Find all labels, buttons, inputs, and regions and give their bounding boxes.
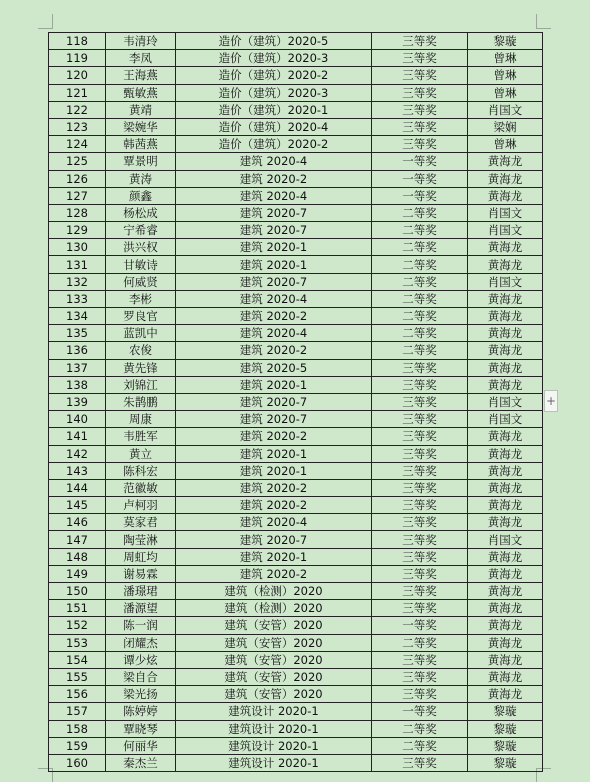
- instructor-cell: 黄海龙: [468, 187, 543, 204]
- class-cell: 建筑设计 2020-1: [176, 737, 372, 754]
- instructor-cell: 肖国文: [468, 101, 543, 118]
- class-cell: 建筑 2020-7: [176, 222, 372, 239]
- table-row: [49, 531, 543, 548]
- student-name-cell: 覃晓琴: [106, 720, 176, 737]
- award-level-cell: 三等奖: [372, 548, 468, 565]
- table-row: [49, 170, 543, 187]
- award-level-cell: 一等奖: [372, 187, 468, 204]
- award-level-cell: 三等奖: [372, 600, 468, 617]
- row-number-cell: 131: [49, 256, 106, 273]
- award-level-cell: 三等奖: [372, 497, 468, 514]
- table-row: [49, 617, 543, 634]
- class-cell: 建筑 2020-1: [176, 445, 372, 462]
- instructor-cell: 曾琳: [468, 84, 543, 101]
- row-number-cell: 154: [49, 651, 106, 668]
- instructor-cell: 黄海龙: [468, 617, 543, 634]
- award-level-cell: 三等奖: [372, 583, 468, 600]
- page-corner-mark: [38, 14, 53, 29]
- student-name-cell: 韩茜燕: [106, 136, 176, 153]
- award-level-cell: 三等奖: [372, 754, 468, 771]
- student-name-cell: 蓝凯中: [106, 325, 176, 342]
- student-name-cell: 韦胜军: [106, 428, 176, 445]
- table-row: [49, 668, 543, 685]
- table-row: [49, 273, 543, 290]
- award-level-cell: 三等奖: [372, 428, 468, 445]
- table-row: [49, 497, 543, 514]
- instructor-cell: 黄海龙: [468, 583, 543, 600]
- student-name-cell: 洪兴权: [106, 239, 176, 256]
- class-cell: 造价（建筑）2020-1: [176, 101, 372, 118]
- table-row: [49, 308, 543, 325]
- award-level-cell: 三等奖: [372, 531, 468, 548]
- student-name-cell: 韦清玲: [106, 33, 176, 50]
- award-level-cell: 二等奖: [372, 290, 468, 307]
- instructor-cell: 肖国文: [468, 222, 543, 239]
- add-row-button[interactable]: [544, 390, 558, 412]
- table-row: [49, 118, 543, 135]
- row-number-cell: 141: [49, 428, 106, 445]
- student-name-cell: 颜鑫: [106, 187, 176, 204]
- award-level-cell: 三等奖: [372, 686, 468, 703]
- table-row: [49, 634, 543, 651]
- instructor-cell: 黎璇: [468, 737, 543, 754]
- row-number-cell: 158: [49, 720, 106, 737]
- award-level-cell: 三等奖: [372, 376, 468, 393]
- class-cell: 建筑 2020-7: [176, 204, 372, 221]
- class-cell: 建筑 2020-1: [176, 376, 372, 393]
- table-row: [49, 187, 543, 204]
- table-row: [49, 548, 543, 565]
- row-number-cell: 157: [49, 703, 106, 720]
- row-number-cell: 136: [49, 342, 106, 359]
- class-cell: 建筑（安管）2020: [176, 686, 372, 703]
- student-name-cell: 莫家君: [106, 514, 176, 531]
- page-corner-mark: [536, 14, 551, 29]
- class-cell: 建筑 2020-2: [176, 308, 372, 325]
- student-name-cell: 闭耀杰: [106, 634, 176, 651]
- instructor-cell: 肖国文: [468, 204, 543, 221]
- class-cell: 建筑（安管）2020: [176, 651, 372, 668]
- table-row: [49, 376, 543, 393]
- row-number-cell: 152: [49, 617, 106, 634]
- row-number-cell: 159: [49, 737, 106, 754]
- instructor-cell: 黄海龙: [468, 668, 543, 685]
- student-name-cell: 黄先锋: [106, 359, 176, 376]
- row-number-cell: 143: [49, 462, 106, 479]
- table-row: [49, 153, 543, 170]
- row-number-cell: 148: [49, 548, 106, 565]
- table-row: [49, 583, 543, 600]
- class-cell: 建筑 2020-7: [176, 273, 372, 290]
- student-name-cell: 潘源望: [106, 600, 176, 617]
- table-row: [49, 411, 543, 428]
- class-cell: 建筑 2020-5: [176, 359, 372, 376]
- instructor-cell: 黎璇: [468, 33, 543, 50]
- award-level-cell: 三等奖: [372, 136, 468, 153]
- class-cell: 造价（建筑）2020-2: [176, 67, 372, 84]
- instructor-cell: 曾琳: [468, 50, 543, 67]
- award-level-cell: 三等奖: [372, 411, 468, 428]
- plus-icon: +: [545, 394, 557, 408]
- table-row: [49, 479, 543, 496]
- row-number-cell: 130: [49, 239, 106, 256]
- instructor-cell: 黄海龙: [468, 256, 543, 273]
- award-level-cell: 三等奖: [372, 33, 468, 50]
- student-name-cell: 何丽华: [106, 737, 176, 754]
- award-level-cell: 二等奖: [372, 325, 468, 342]
- student-name-cell: 梁自合: [106, 668, 176, 685]
- class-cell: 建筑设计 2020-1: [176, 720, 372, 737]
- row-number-cell: 118: [49, 33, 106, 50]
- student-name-cell: 陶莹淋: [106, 531, 176, 548]
- row-number-cell: 151: [49, 600, 106, 617]
- instructor-cell: 肖国文: [468, 393, 543, 410]
- award-level-cell: 二等奖: [372, 737, 468, 754]
- table-row: [49, 428, 543, 445]
- class-cell: 造价（建筑）2020-3: [176, 50, 372, 67]
- student-name-cell: 卢柯羽: [106, 497, 176, 514]
- class-cell: 建筑（检测）2020: [176, 600, 372, 617]
- award-level-cell: 三等奖: [372, 479, 468, 496]
- row-number-cell: 160: [49, 754, 106, 771]
- award-level-cell: 一等奖: [372, 153, 468, 170]
- table-row: [49, 136, 543, 153]
- instructor-cell: 黄海龙: [468, 359, 543, 376]
- award-level-cell: 二等奖: [372, 308, 468, 325]
- award-level-cell: 三等奖: [372, 445, 468, 462]
- class-cell: 建筑设计 2020-1: [176, 703, 372, 720]
- table-row: [49, 393, 543, 410]
- row-number-cell: 135: [49, 325, 106, 342]
- row-number-cell: 121: [49, 84, 106, 101]
- award-level-cell: 三等奖: [372, 393, 468, 410]
- award-level-cell: 三等奖: [372, 50, 468, 67]
- instructor-cell: 黄海龙: [468, 634, 543, 651]
- award-level-cell: 二等奖: [372, 256, 468, 273]
- award-level-cell: 三等奖: [372, 514, 468, 531]
- award-level-cell: 三等奖: [372, 565, 468, 582]
- instructor-cell: 曾琳: [468, 67, 543, 84]
- student-name-cell: 黄立: [106, 445, 176, 462]
- instructor-cell: 黄海龙: [468, 686, 543, 703]
- table-row: [49, 600, 543, 617]
- student-name-cell: 陈婷婷: [106, 703, 176, 720]
- row-number-cell: 155: [49, 668, 106, 685]
- instructor-cell: 黄海龙: [468, 479, 543, 496]
- class-cell: 建筑（安管）2020: [176, 617, 372, 634]
- class-cell: 造价（建筑）2020-2: [176, 136, 372, 153]
- table-body: [49, 33, 543, 772]
- table-row: [49, 737, 543, 754]
- instructor-cell: 肖国文: [468, 531, 543, 548]
- row-number-cell: 137: [49, 359, 106, 376]
- class-cell: 建筑 2020-1: [176, 256, 372, 273]
- row-number-cell: 149: [49, 565, 106, 582]
- class-cell: 建筑 2020-4: [176, 153, 372, 170]
- class-cell: 建筑 2020-7: [176, 531, 372, 548]
- student-name-cell: 梁光扬: [106, 686, 176, 703]
- class-cell: 建筑 2020-2: [176, 428, 372, 445]
- row-number-cell: 146: [49, 514, 106, 531]
- table-row: [49, 204, 543, 221]
- student-name-cell: 甄敏燕: [106, 84, 176, 101]
- student-name-cell: 朱鹊鹏: [106, 393, 176, 410]
- row-number-cell: 134: [49, 308, 106, 325]
- award-level-cell: 三等奖: [372, 101, 468, 118]
- award-level-cell: 三等奖: [372, 668, 468, 685]
- class-cell: 建筑（检测）2020: [176, 583, 372, 600]
- table-row: [49, 445, 543, 462]
- class-cell: 建筑 2020-2: [176, 342, 372, 359]
- table-row: [49, 342, 543, 359]
- award-level-cell: 三等奖: [372, 67, 468, 84]
- award-level-cell: 二等奖: [372, 273, 468, 290]
- class-cell: 造价（建筑）2020-4: [176, 118, 372, 135]
- row-number-cell: 144: [49, 479, 106, 496]
- class-cell: 建筑 2020-2: [176, 497, 372, 514]
- instructor-cell: 曾琳: [468, 136, 543, 153]
- table-row: [49, 101, 543, 118]
- row-number-cell: 140: [49, 411, 106, 428]
- student-name-cell: 何威贤: [106, 273, 176, 290]
- instructor-cell: 黄海龙: [468, 308, 543, 325]
- row-number-cell: 120: [49, 67, 106, 84]
- class-cell: 造价（建筑）2020-5: [176, 33, 372, 50]
- student-name-cell: 王海燕: [106, 67, 176, 84]
- table-row: [49, 33, 543, 50]
- class-cell: 建筑 2020-4: [176, 325, 372, 342]
- award-level-cell: 一等奖: [372, 170, 468, 187]
- table-row: [49, 84, 543, 101]
- student-name-cell: 范徽敏: [106, 479, 176, 496]
- instructor-cell: 黄海龙: [468, 445, 543, 462]
- class-cell: 建筑（安管）2020: [176, 668, 372, 685]
- row-number-cell: 153: [49, 634, 106, 651]
- row-number-cell: 132: [49, 273, 106, 290]
- instructor-cell: 黄海龙: [468, 290, 543, 307]
- instructor-cell: 黄海龙: [468, 514, 543, 531]
- row-number-cell: 119: [49, 50, 106, 67]
- student-name-cell: 甘敏诗: [106, 256, 176, 273]
- instructor-cell: 黄海龙: [468, 342, 543, 359]
- instructor-cell: 黄海龙: [468, 548, 543, 565]
- award-level-cell: 三等奖: [372, 118, 468, 135]
- instructor-cell: 梁娴: [468, 118, 543, 135]
- student-name-cell: 农俊: [106, 342, 176, 359]
- row-number-cell: 122: [49, 101, 106, 118]
- class-cell: 建筑设计 2020-1: [176, 754, 372, 771]
- student-name-cell: 陈一润: [106, 617, 176, 634]
- row-number-cell: 156: [49, 686, 106, 703]
- student-name-cell: 秦杰兰: [106, 754, 176, 771]
- row-number-cell: 128: [49, 204, 106, 221]
- instructor-cell: 黄海龙: [468, 325, 543, 342]
- award-list-table: [48, 32, 543, 772]
- class-cell: 造价（建筑）2020-3: [176, 84, 372, 101]
- student-name-cell: 谭少炫: [106, 651, 176, 668]
- row-number-cell: 124: [49, 136, 106, 153]
- table-row: [49, 703, 543, 720]
- class-cell: 建筑 2020-2: [176, 565, 372, 582]
- award-level-cell: 二等奖: [372, 720, 468, 737]
- class-cell: 建筑 2020-4: [176, 514, 372, 531]
- instructor-cell: 黄海龙: [468, 497, 543, 514]
- student-name-cell: 谢易霖: [106, 565, 176, 582]
- instructor-cell: 黎璇: [468, 703, 543, 720]
- row-number-cell: 125: [49, 153, 106, 170]
- instructor-cell: 黄海龙: [468, 239, 543, 256]
- award-level-cell: 二等奖: [372, 634, 468, 651]
- award-level-cell: 三等奖: [372, 651, 468, 668]
- row-number-cell: 142: [49, 445, 106, 462]
- instructor-cell: 黎璇: [468, 720, 543, 737]
- row-number-cell: 123: [49, 118, 106, 135]
- instructor-cell: 黄海龙: [468, 170, 543, 187]
- student-name-cell: 陈科宏: [106, 462, 176, 479]
- student-name-cell: 潘璟珺: [106, 583, 176, 600]
- award-level-cell: 三等奖: [372, 462, 468, 479]
- class-cell: 建筑 2020-4: [176, 290, 372, 307]
- student-name-cell: 覃景明: [106, 153, 176, 170]
- instructor-cell: 黄海龙: [468, 565, 543, 582]
- student-name-cell: 黄靖: [106, 101, 176, 118]
- instructor-cell: 肖国文: [468, 411, 543, 428]
- table-row: [49, 686, 543, 703]
- table-row: [49, 514, 543, 531]
- student-name-cell: 黄涛: [106, 170, 176, 187]
- instructor-cell: 肖国文: [468, 273, 543, 290]
- row-number-cell: 147: [49, 531, 106, 548]
- table-row: [49, 754, 543, 771]
- student-name-cell: 梁婉华: [106, 118, 176, 135]
- class-cell: 建筑（安管）2020: [176, 634, 372, 651]
- table-row: [49, 565, 543, 582]
- table-row: [49, 325, 543, 342]
- award-level-cell: 二等奖: [372, 342, 468, 359]
- student-name-cell: 李凤: [106, 50, 176, 67]
- table-row: [49, 50, 543, 67]
- class-cell: 建筑 2020-1: [176, 548, 372, 565]
- student-name-cell: 李彬: [106, 290, 176, 307]
- instructor-cell: 黄海龙: [468, 651, 543, 668]
- table-row: [49, 239, 543, 256]
- table-row: [49, 256, 543, 273]
- student-name-cell: 周康: [106, 411, 176, 428]
- row-number-cell: 133: [49, 290, 106, 307]
- table-row: [49, 359, 543, 376]
- award-level-cell: 二等奖: [372, 204, 468, 221]
- class-cell: 建筑 2020-2: [176, 170, 372, 187]
- row-number-cell: 129: [49, 222, 106, 239]
- row-number-cell: 139: [49, 393, 106, 410]
- table-row: [49, 67, 543, 84]
- instructor-cell: 黄海龙: [468, 376, 543, 393]
- student-name-cell: 宁希睿: [106, 222, 176, 239]
- student-name-cell: 周虹均: [106, 548, 176, 565]
- award-level-cell: 三等奖: [372, 359, 468, 376]
- class-cell: 建筑 2020-7: [176, 393, 372, 410]
- student-name-cell: 刘锦江: [106, 376, 176, 393]
- award-level-cell: 一等奖: [372, 703, 468, 720]
- row-number-cell: 145: [49, 497, 106, 514]
- instructor-cell: 黄海龙: [468, 600, 543, 617]
- award-level-cell: 二等奖: [372, 239, 468, 256]
- table-row: [49, 651, 543, 668]
- row-number-cell: 127: [49, 187, 106, 204]
- class-cell: 建筑 2020-1: [176, 239, 372, 256]
- table-row: [49, 222, 543, 239]
- instructor-cell: 黄海龙: [468, 428, 543, 445]
- class-cell: 建筑 2020-1: [176, 462, 372, 479]
- row-number-cell: 138: [49, 376, 106, 393]
- table-row: [49, 462, 543, 479]
- student-name-cell: 罗良官: [106, 308, 176, 325]
- class-cell: 建筑 2020-2: [176, 479, 372, 496]
- award-level-cell: 二等奖: [372, 222, 468, 239]
- table-row: [49, 290, 543, 307]
- instructor-cell: 黎璇: [468, 754, 543, 771]
- row-number-cell: 126: [49, 170, 106, 187]
- award-level-cell: 三等奖: [372, 84, 468, 101]
- award-level-cell: 一等奖: [372, 617, 468, 634]
- class-cell: 建筑 2020-4: [176, 187, 372, 204]
- instructor-cell: 黄海龙: [468, 153, 543, 170]
- class-cell: 建筑 2020-7: [176, 411, 372, 428]
- student-name-cell: 杨松成: [106, 204, 176, 221]
- table-row: [49, 720, 543, 737]
- row-number-cell: 150: [49, 583, 106, 600]
- instructor-cell: 黄海龙: [468, 462, 543, 479]
